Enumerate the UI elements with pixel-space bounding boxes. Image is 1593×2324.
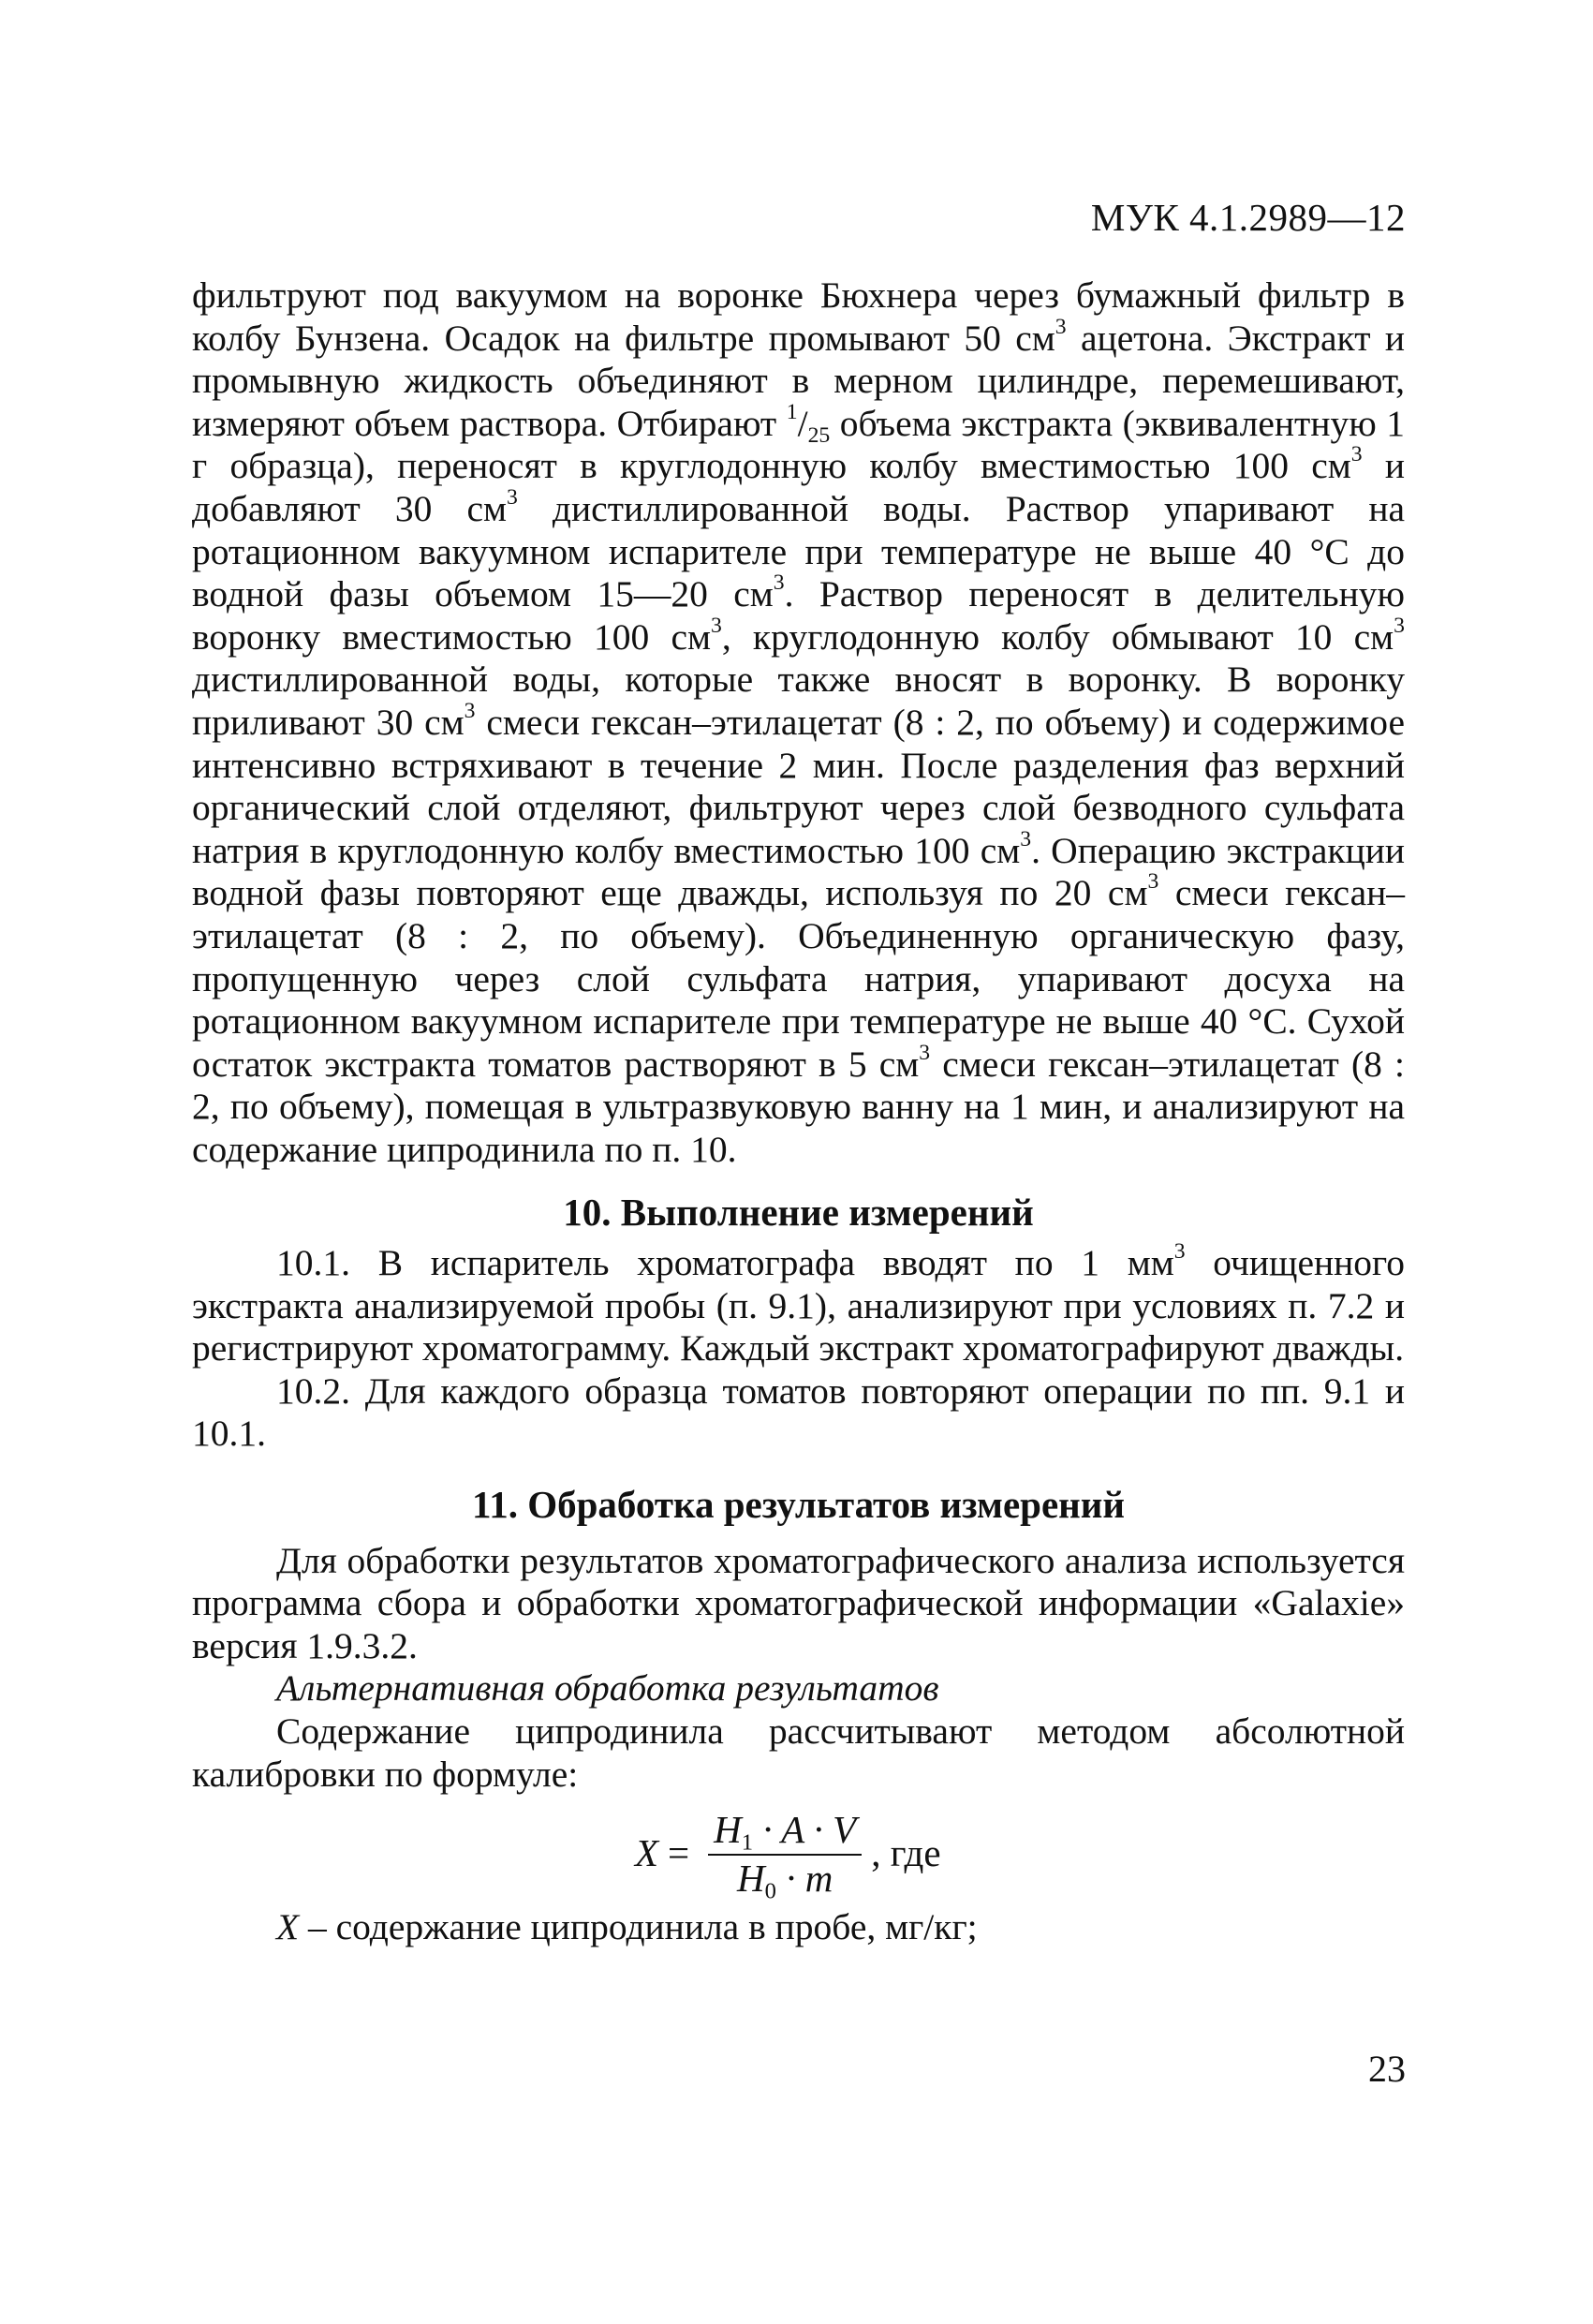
formula-equals: = xyxy=(668,1831,690,1875)
formula-lhs: X xyxy=(635,1831,659,1875)
section-11-heading: 11. Обработка результатов измерений xyxy=(471,1483,1126,1527)
paragraph-11-calibration: Содержание ципродинила рассчитывают методом абсолютной калибровки по формуле: xyxy=(192,1710,1405,1795)
formula-numerator: $H_1 \cdot A \cdot V$ xyxy=(708,1809,862,1856)
paragraph-10-1: 10.1. В испаритель хроматографа вводят по 1 $мм^3$ очищенного экстракта анализируемой пробы (п. 9.1), анализируют при условиях п. 7.2 и регистрируют хроматограмму. Каждый экстракт хроматографируют дважды. xyxy=(192,1239,1405,1369)
paragraph-11-software: Для обработки результатов хроматографического анализа используется программа сбора и обработки хроматографической информации «Galaxie» версия 1.9.3.2. xyxy=(192,1539,1405,1666)
section-10-heading: 10. Выполнение измерений xyxy=(563,1191,1034,1235)
page-content xyxy=(192,274,1405,1949)
paragraph-10-2: 10.2. Для каждого образца томатов повторяют операции по пп. 9.1 и 10.1. xyxy=(192,1369,1405,1455)
paragraph-extraction-procedure: фильтруют под вакуумом на воронке Бюхнера через бумажный фильтр в колбу Бунзена. Осадок на фильтре промывают 50 $см^3$ ацетона. Экстракт и промывную жидкость объединяют в мерном цилиндре, перемешивают, измеряют объем раствора. Отбирают $^1/_{25}$ объема экстракта (эквивалентную 1 г образца), переносят в круглодонную колбу вместимостью 100 $см^3$ и добавляют 30 $см^3$ дистиллированной воды. Раствор упаривают на ротационном вакуумном испарителе при температуре не выше 40 °С до водной фазы объемом 15—20 $см^3$. Раствор переносят в делительную воронку вместимостью 100 $см^3$, круглодонную колбу обмывают 10 $см^3$ дистиллированной воды, которые также вносят в воронку. В воронку приливают 30 $см^3$ смеси гексан–этилацетат (8 : 2, по объему) и содержимое интенсивно встряхивают в течение 2 мин. После разделения фаз верхний органический слой отделяют, фильтруют через слой безводного сульфата натрия в круглодонную колбу вместимостью 100 $см^3$. Операцию экстракции водной фазы повторяют еще дважды, используя по 20 $см^3$ смеси гексан–этилацетат (8 : 2, по объему). Объединенную органическую фазу, пропущенную через слой сульфата натрия, упаривают досуха на ротационном вакуумном испарителе при температуре не выше 40 °С. Сухой остаток экстракта томатов растворяют в 5 $см^3$ смеси гексан–этилацетат (8 : 2, по объему), помещая в ультразвуковую ванну на 1 мин, и анализируют на содержание ципродинила по п. 10. xyxy=(192,274,1406,1170)
formula-denominator: $H_0 \cdot m$ xyxy=(737,1857,833,1904)
page-number: 23 xyxy=(1368,2048,1406,2090)
variable-definition-x: X – содержание ципродинила в пробе, мг/кг; xyxy=(276,1906,978,1948)
document-code-header: МУК 4.1.2989—12 xyxy=(1090,196,1406,239)
alternative-processing-subtitle: Альтернативная обработка результатов xyxy=(276,1667,939,1710)
calculation-formula xyxy=(192,1808,1405,1904)
formula-fraction xyxy=(708,1808,862,1904)
formula-tail: , где xyxy=(871,1831,941,1875)
